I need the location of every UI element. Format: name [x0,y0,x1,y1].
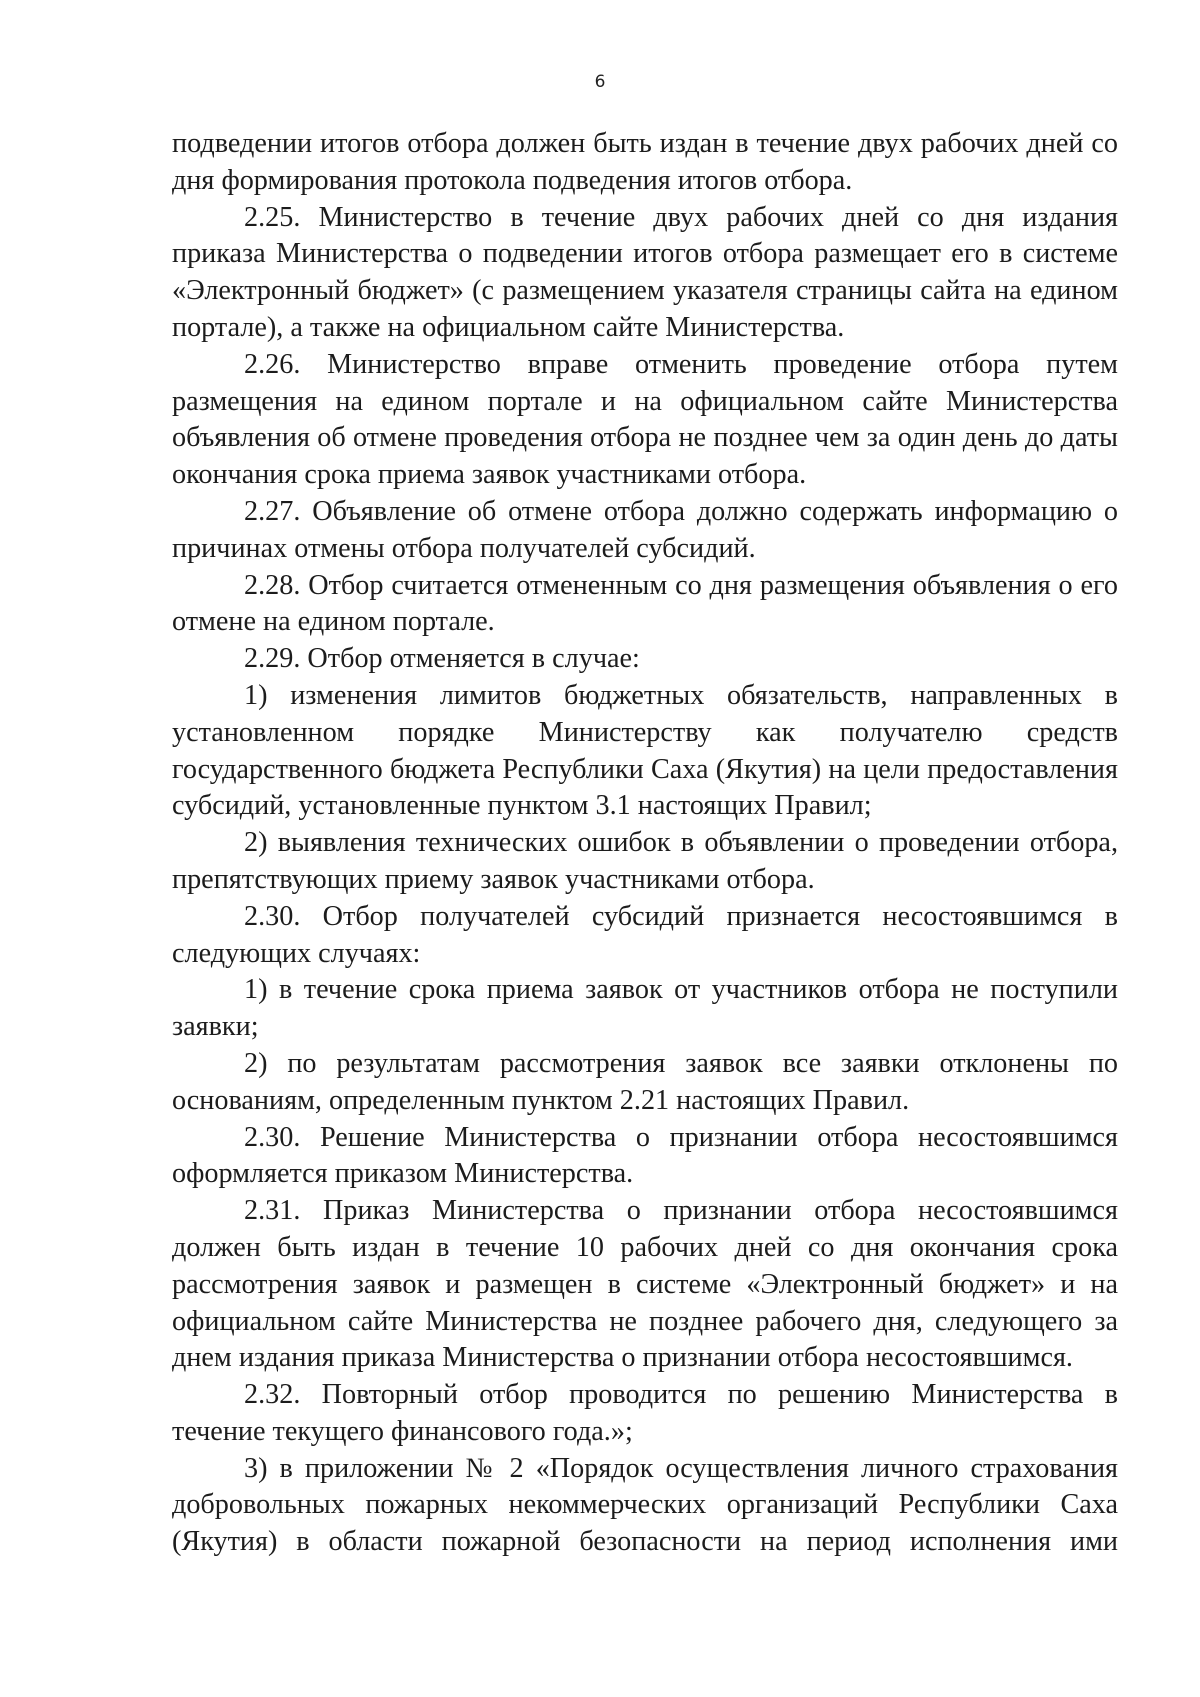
paragraph-2-30-decision: 2.30. Решение Министерства о признании отбора несостоявшимся оформляется приказом Министерства. [172,1121,1118,1190]
paragraph-2-32: 2.32. Повторный отбор проводится по решению Министерства в течение текущего финансового года.»; [172,1379,1118,1447]
paragraph-2-29-item-2: 2) выявления технических ошибок в объявлении о проведении отбора, препятствующих приему заявок участниками отбора. [172,827,1118,895]
paragraph-2-29-item-1: 1) изменения лимитов бюджетных обязательств, направленных в установленном порядке Министерству как получателю средств государственного бюджета Республики Саха (Якутия) на цели предоставления субсидий, установленные пунктом 3.1 настоящих Правил; [172,679,1118,822]
paragraph-2-28: 2.28. Отбор считается отмененным со дня размещения объявления о его отмене на едином портале. [172,569,1118,638]
paragraph-2-30-item-2: 2) по результатам рассмотрения заявок все заявки отклонены по основаниям, определенным пунктом 2.21 настоящих Правил. [172,1047,1118,1116]
paragraph-2-27: 2.27. Объявление об отмене отбора должно содержать информацию о причинах отмены отбора получателей субсидий. [172,495,1118,564]
paragraph-continuation: подведении итогов отбора должен быть издан в течение двух рабочих дней со дня формирования протокола подведения итогов отбора. [172,128,1118,196]
paragraph-2-30-item-1: 1) в течение срока приема заявок от участников отбора не поступили заявки; [172,974,1118,1043]
paragraph-item-3: 3) в приложении № 2 «Порядок осуществления личного страхования добровольных пожарных некоммерческих организаций Республики Саха (Якутия) в области пожарной безопасности на период исполнения ими [172,1452,1118,1558]
page-number: 6 [594,72,606,92]
document-body [172,126,1118,1561]
paragraph-2-31: 2.31. Приказ Министерства о признании отбора несостоявшимся должен быть издан в течение 10 рабочих дней со дня окончания срока рассмотрения заявок и размещен в системе «Электронный бюджет» и на официальном сайте Министерства не позднее рабочего дня, следующего за днем издания приказа Министерства о признании отбора несостоявшимся. [172,1195,1118,1374]
paragraph-2-25: 2.25. Министерство в течение двух рабочих дней со дня издания приказа Министерства о подведении итогов отбора размещает его в системе «Электронный бюджет» (с размещением указателя страницы сайта на едином портале), а также на официальном сайте Министерства. [172,201,1118,343]
paragraph-2-26: 2.26. Министерство вправе отменить проведение отбора путем размещения на едином портале и на официальном сайте Министерства объявления об отмене проведения отбора не позднее чем за один день до даты окончания срока приема заявок участниками отбора. [172,348,1118,491]
paragraph-2-29: 2.29. Отбор отменяется в случае: [244,643,640,675]
paragraph-2-30: 2.30. Отбор получателей субсидий признается несостоявшимся в следующих случаях: [172,900,1118,969]
